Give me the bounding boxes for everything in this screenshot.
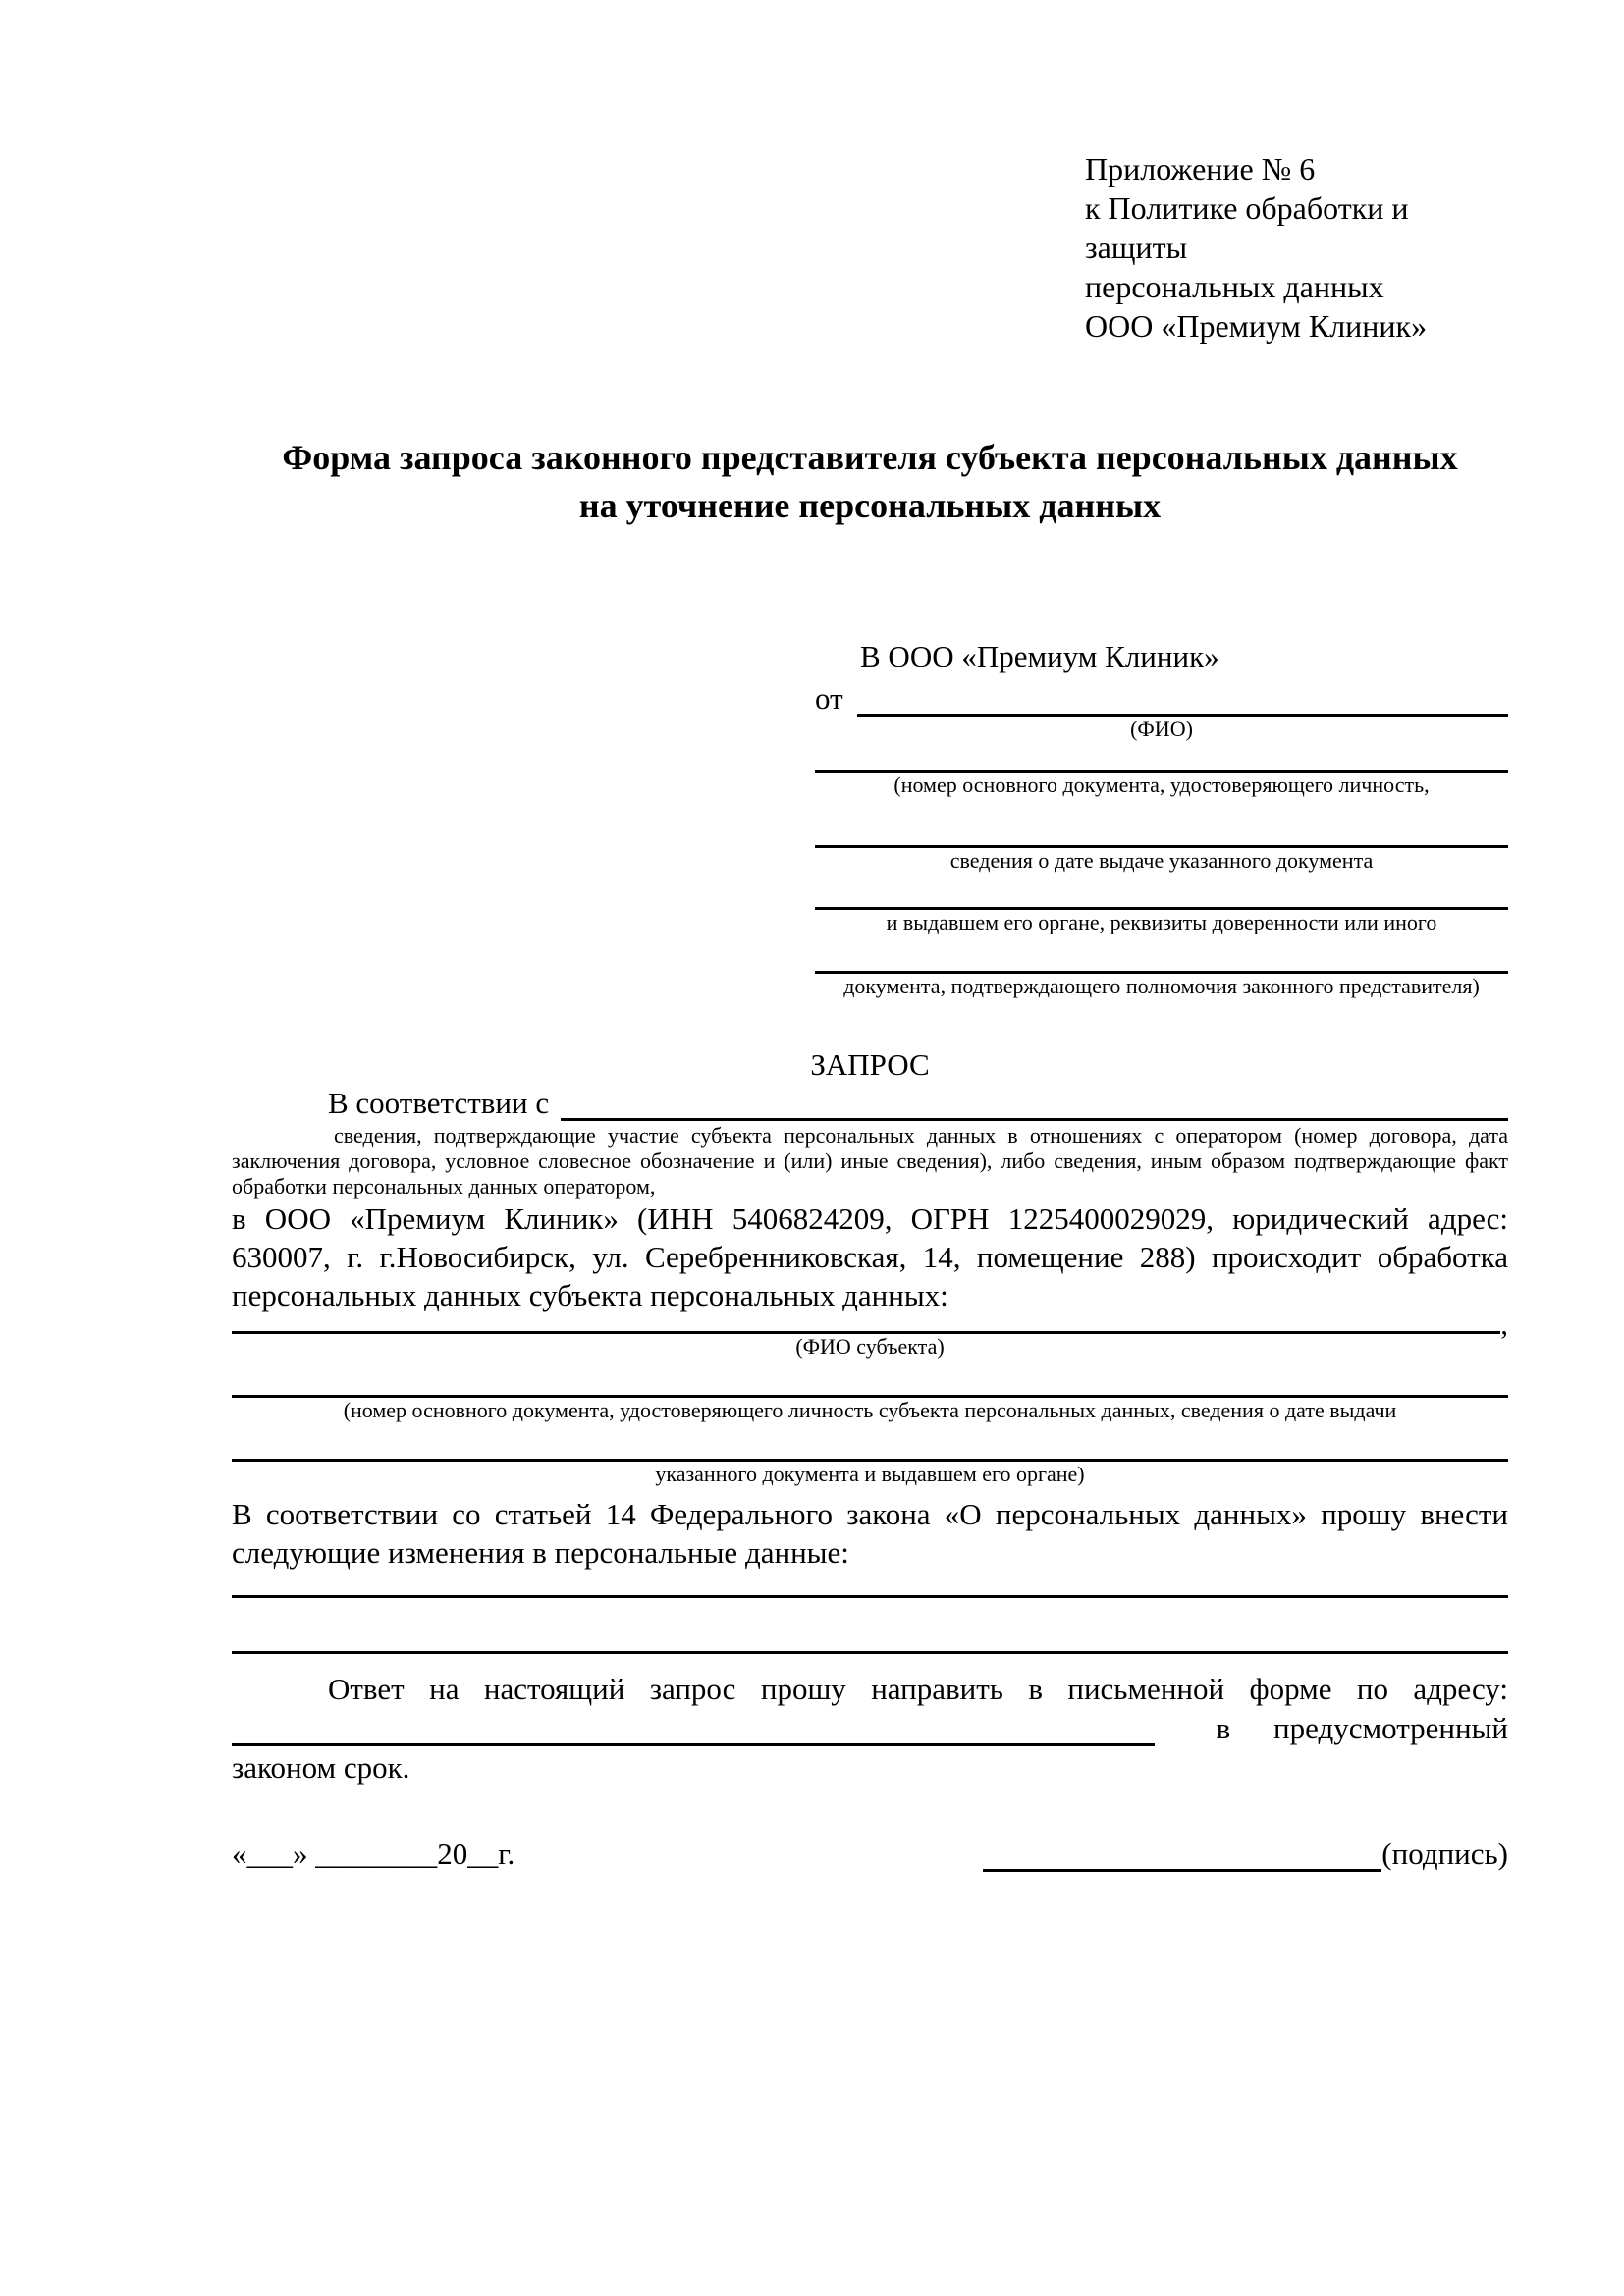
representative-doc-line-3 (815, 874, 1508, 910)
date-field: «___» ________20__г. (232, 1837, 515, 1871)
from-row (815, 681, 1508, 717)
operator-paragraph: в ООО «Премиум Клиник» (ИНН 5406824209, ОГРН 1225400029029, юридический адрес: 630007, г. г.Новосибирск, ул. Серебренниковская, 14, помещение 288) происходит обработка персональных данных субъекта персональных данных: (232, 1201, 1508, 1312)
representative-doc-caption-1: (номер основного документа, удостоверяющего личность, (893, 773, 1430, 797)
trailing-comma: , (1500, 1307, 1508, 1341)
basis-label: В соответствии с (328, 1086, 550, 1120)
page-title-line-2: на уточнение персональных данных (578, 486, 1162, 525)
signature-line (983, 1845, 1381, 1872)
subject-doc-line-2 (232, 1423, 1508, 1462)
signature-caption: (подпись) (1381, 1837, 1508, 1871)
signature-block (983, 1837, 1508, 1872)
request-heading: ЗАПРОС (810, 1047, 930, 1082)
answer-address-row (232, 1709, 1508, 1746)
representative-doc-line-4 (815, 935, 1508, 974)
representative-doc-line-2 (815, 798, 1508, 848)
basis-line (561, 1118, 1508, 1121)
article-paragraph: В соответствии со статьей 14 Федерального закона «О персональных данных» прошу внести следующие изменения в персональные данные: (232, 1497, 1508, 1570)
representative-doc-caption-2: сведения о дате выдаче указанного документа (949, 848, 1374, 873)
answer-paragraph-suffix: в предусмотренный (1216, 1711, 1508, 1745)
from-label: от (815, 681, 843, 716)
addressee-block (815, 636, 1508, 999)
appendix-line: персональных данных (1085, 269, 1384, 304)
subject-fio-row (232, 1307, 1508, 1341)
answer-paragraph-line-1: Ответ на настоящий запрос прошу направить в письменной форме по адресу: (328, 1672, 1508, 1706)
addressee-organization: В ООО «Премиум Клиник» (860, 639, 1219, 673)
fio-caption: (ФИО) (1130, 717, 1193, 741)
page-title (232, 434, 1508, 530)
representative-doc-line-1 (815, 742, 1508, 773)
subject-doc-caption-1: (номер основного документа, удостоверяющего личность субъекта персональных данных, сведения о дате выдачи (343, 1398, 1397, 1422)
appendix-line: к Политике обработки и защиты (1085, 190, 1409, 265)
page-title-line-1: Форма запроса законного представителя субъекта персональных данных (282, 438, 1458, 477)
subject-doc-line-1 (232, 1360, 1508, 1398)
appendix-header (1085, 149, 1508, 346)
basis-caption: сведения, подтверждающие участие субъекта персональных данных в отношениях с оператором (номер договора, дата заключения договора, условное словесное обозначение и (или) иные сведения), либо сведения, иным образом подтверждающие факт обработки персональных данных оператором, (232, 1123, 1508, 1199)
changes-line-2 (232, 1598, 1508, 1654)
basis-row (232, 1088, 1508, 1121)
appendix-line: Приложение № 6 (1085, 151, 1316, 187)
representative-doc-caption-4: документа, подтверждающего полномочия законного представителя) (843, 974, 1480, 998)
subject-doc-caption-2: указанного документа и выдавшем его органе) (655, 1462, 1085, 1486)
document-content (0, 149, 1624, 1872)
representative-doc-caption-3: и выдавшем его органе, реквизиты доверенности или иного (886, 910, 1437, 934)
footer-row (232, 1837, 1508, 1872)
answer-paragraph-line-3: законом срок. (232, 1750, 410, 1785)
address-line (232, 1724, 1155, 1746)
changes-line-1 (232, 1572, 1508, 1598)
appendix-line: ООО «Премиум Клиник» (1085, 308, 1428, 344)
subject-fio-caption: (ФИО субъекта) (795, 1334, 945, 1359)
